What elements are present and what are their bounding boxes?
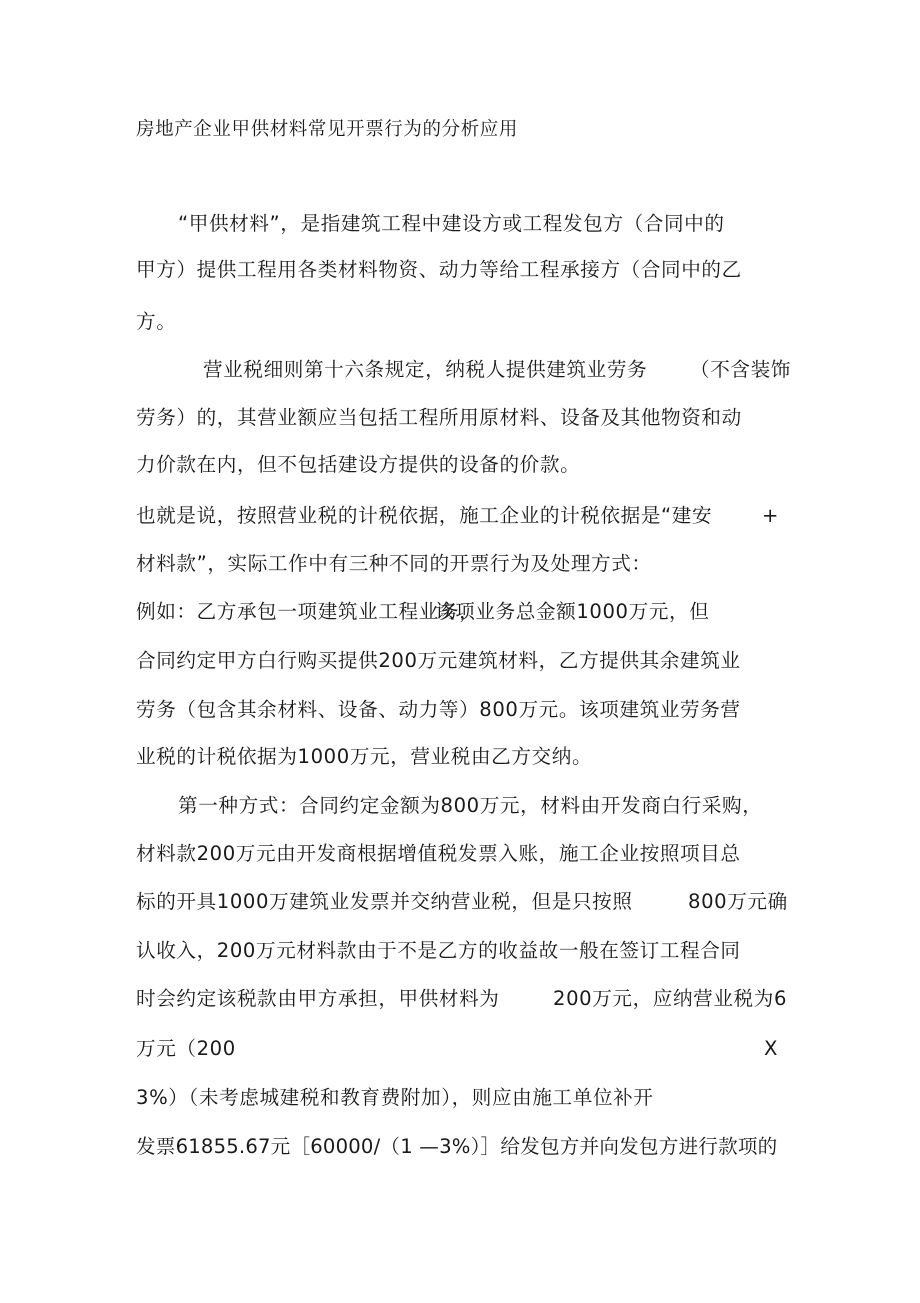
text-line: 力价款在内，但不包括建设方提供的设备的价款。 — [136, 453, 581, 476]
text-line: 材料款”，实际工作中有三种不同的开票行为及处理方式： — [136, 552, 652, 575]
text-line: 合同约定甲方白行购买提供200万元建筑材料，乙方提供其余建筑业 — [136, 649, 741, 672]
text-line: 也就是说，按照营业税的计税依据，施工企业的计税依据是“建安 — [136, 504, 713, 527]
text-line: 万元（200 — [136, 1037, 236, 1060]
text-line: 劳务）的，其营业额应当包括工程所用原材料、设备及其他物资和动 — [136, 406, 742, 429]
text-line: 时会约定该税款由甲方承担，甲供材料为 — [136, 987, 500, 1010]
text-line: “甲供材料”，是指建筑工程中建设方或工程发包方（合同中的 — [178, 212, 725, 235]
text-line: 劳务（包含其余材料、设备、动力等）800万元。该项建筑业劳务营 — [136, 698, 741, 721]
text-line: 方。 — [136, 310, 177, 333]
text-line: 第一种方式：合同约定金额为800万元，材料由开发商白行采购， — [178, 794, 763, 817]
text-line: 材料款200万元由开发商根据增值税发票入账，施工企业按照项目总 — [136, 842, 741, 865]
text-line: 3%）（未考虑城建税和教育费附加），则应由施工单位补开 — [136, 1086, 654, 1109]
text-line: 该项业务总金额1000万元，但 — [435, 600, 710, 623]
text-line: 认收入，200万元材料款由于不是乙方的收益故一般在签订工程合同 — [136, 939, 741, 962]
text-line: X — [764, 1037, 779, 1060]
text-line: 营业税细则第十六条规定，纳税人提供建筑业劳务 — [203, 358, 648, 381]
text-line: 200万元，应纳营业税为6 — [553, 987, 788, 1010]
text-line: 发票61855.67元［60000/（1 —3%）］给发包方并向发包方进行款项的 — [136, 1135, 778, 1158]
text-line: 标的开具1000万建筑业发票并交纳营业税，但是只按照 — [136, 890, 633, 913]
document-title: 房地产企业甲供材料常见开票行为的分析应用 — [136, 119, 519, 140]
text-line: 甲方）提供工程用各类材料物资、动力等给工程承接方（合同中的乙 — [136, 258, 742, 281]
text-line: 业税的计税依据为1000万元，营业税由乙方交纳。 — [136, 745, 593, 768]
text-line: + — [762, 504, 780, 527]
text-line: （不含装饰 — [690, 358, 791, 381]
text-line: 800万元确 — [688, 890, 788, 913]
text-line: 例如：乙方承包一项建筑业工程业务， — [136, 600, 480, 623]
